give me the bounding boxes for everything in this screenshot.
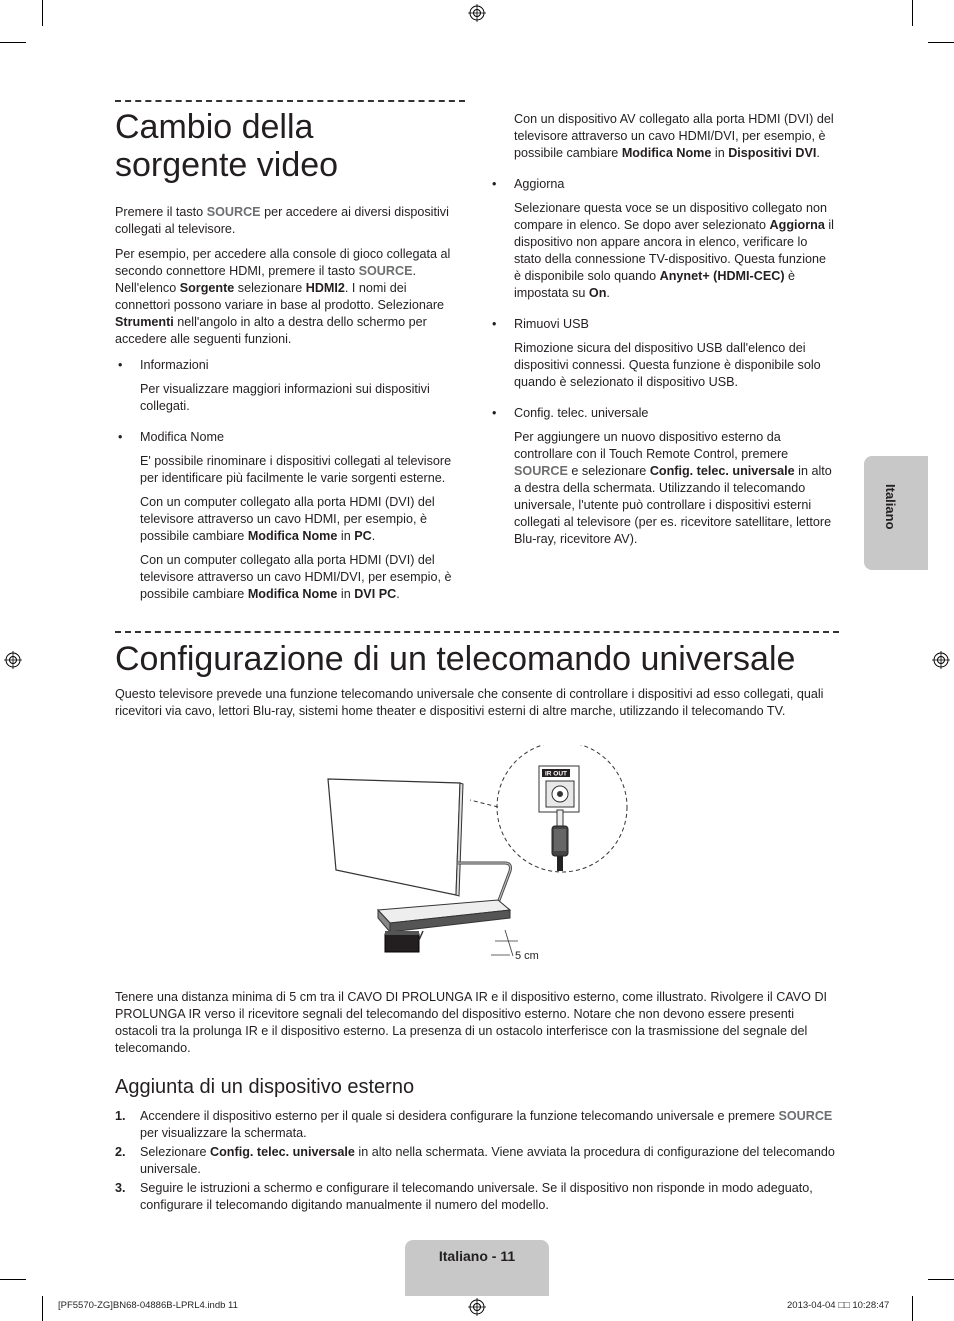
intro-paragraph: Premere il tasto SOURCE per accedere ai diversi dispositivi collegati al televisore. [115,205,449,236]
aggiorna-description: Selezionare questa voce se un dispositivo collegato non compare in elenco. Se dopo aver selezionato Aggiorna il dispositivo non appare ancora in elenco, verificare lo stato della connessione TV-dispositivo. Questa funzione è disponibile solo quando Anynet+ (HDMI-CEC) è impostata su On. [514,201,834,300]
bullet-item-modifica-nome: • Modifica Nome [118,430,224,444]
right-column-body [492,111,836,548]
crop-mark [42,1296,43,1321]
list-item: 1. Accendere il dispositivo esterno per il quale si desidera configurare la funzione telecomando universale e premere SOURCE per visualizzare la schermata. [115,1109,833,1140]
example-paragraph: Per esempio, per accedere alla console di gioco collegata al secondo connettore HDMI, premere il tasto SOURCE. Nell'elenco Sorgente selezionare HDMI2. I nomi dei connettori possono variare in base al prodotto. Selezionare Strumenti nell'angolo in alto a destra dello schermo per accedere alle seguenti funzioni. [115,247,451,346]
info-description: Per visualizzare maggiori informazioni sui dispositivi collegati. [140,382,430,413]
usb-description: Rimozione sicura del dispositivo USB dall'elenco dei dispositivi connessi. Questa funzione è disponibile solo quando è selezionato il dispositivo USB. [514,341,821,389]
list-item: 3. Seguire le istruzioni a schermo e configurare il telecomando universale. Se il dispositivo non risponde in modo adeguato, configurare il telecomando digitando manualmente il numero del modello. [115,1181,813,1212]
left-bullets [118,357,465,603]
crop-mark [912,0,913,26]
section-title-universal-remote: Configurazione di un telecomando universale [115,640,796,678]
language-side-tab [864,456,928,570]
distance-label: 5 cm [515,950,539,962]
registration-mark-icon [932,651,950,669]
list-item: 2. Selezionare Config. telec. universale in alto nella schermata. Viene avviata la procedura di configurazione del telecomando universale. [115,1145,835,1176]
crop-mark [912,1296,913,1321]
section-divider [115,631,839,633]
file-info: [PF5570-ZG]BN68-04886B-LPRL4.indb 11 [58,1300,238,1311]
dvipc-example: Con un computer collegato alla porta HDMI (DVI) del televisore attraverso un cavo HDMI/DVI, per esempio, è possibile cambiare Modifica Nome in DVI PC. [140,553,452,601]
crop-mark [0,42,26,43]
section-title: Cambio della sorgente video [115,108,339,184]
registration-mark-icon [468,4,486,22]
registration-mark-icon [468,1298,486,1316]
crop-mark [42,0,43,26]
page-number: Italiano - 11 [438,1248,516,1264]
tv-icon [328,779,463,896]
page-number-tab [405,1240,549,1296]
av-example: Con un dispositivo AV collegato alla porta HDMI (DVI) del televisore attraverso un cavo HDMI/DVI, per esempio, è possibile cambiare Modifica Nome in Dispositivi DVI. [514,112,834,160]
config-description: Per aggiungere un nuovo dispositivo esterno da controllare con il Touch Remote Control, premere SOURCE e selezionare Config. telec. universale in alto a destra della schermata. Utilizzando il telecomando universale, l'utente può controllare i dispositivi esterni collegati al televisore (per es. ricevitore satellitare, lettore Blu-ray, ricevitore AV). [514,430,832,546]
crop-mark [928,42,954,43]
ir-blaster-icon [385,931,423,952]
crop-mark [0,1279,26,1280]
registration-mark-icon [4,651,22,669]
modifica-description: E' possibile rinominare i dispositivi collegati al televisore per identificare più facilmente le varie sorgenti esterne. [140,454,452,485]
crop-mark [928,1279,954,1280]
ir-out-label: IR OUT [544,770,568,778]
steps-list [115,1108,837,1216]
section-divider [115,100,465,102]
pc-example: Con un computer collegato alla porta HDMI (DVI) del televisore attraverso un cavo HDMI, per esempio, è possibile cambiare Modifica Nome in PC. [140,495,435,543]
left-column-body [115,204,460,360]
universal-remote-intro: Questo televisore prevede una funzione telecomando universale che consente di controllare i dispositivi ad esso collegati, quali ricevitori via cavo, lettori Blu-ray, sistemi home theater e dispositivi esterni di altre marche, utilizzando il telecomando TV. [115,687,824,718]
bullet-item-rimuovi-usb: • Rimuovi USB [492,317,589,331]
ir-out-port-icon [539,766,579,812]
subsection-title: Aggiunta di un dispositivo esterno [115,1076,415,1098]
side-tab-label: Italiano [883,484,898,530]
bullet-item-config: • Config. telec. universale [492,406,649,420]
bullet-item-aggiorna: • Aggiorna [492,177,565,191]
distance-paragraph: Tenere una distanza minima di 5 cm tra il CAVO DI PROLUNGA IR e il dispositivo esterno, come illustrato. Rivolgere il CAVO DI PROLUNGA IR verso il ricevitore segnali del telecomando del dispositivo esterno. Notare che non devono essere presenti ostacoli tra la prolunga IR e il dispositivo esterno. La presenza di un ostacolo interferisce con la trasmissione del segnale del telecomando. [115,990,828,1055]
bullet-item-informazioni: • Informazioni [118,358,209,372]
external-device-icon [378,900,510,932]
date-info: 2013-04-04 □□ 10:28:47 [787,1300,890,1311]
ir-extension-illustration [320,745,630,970]
